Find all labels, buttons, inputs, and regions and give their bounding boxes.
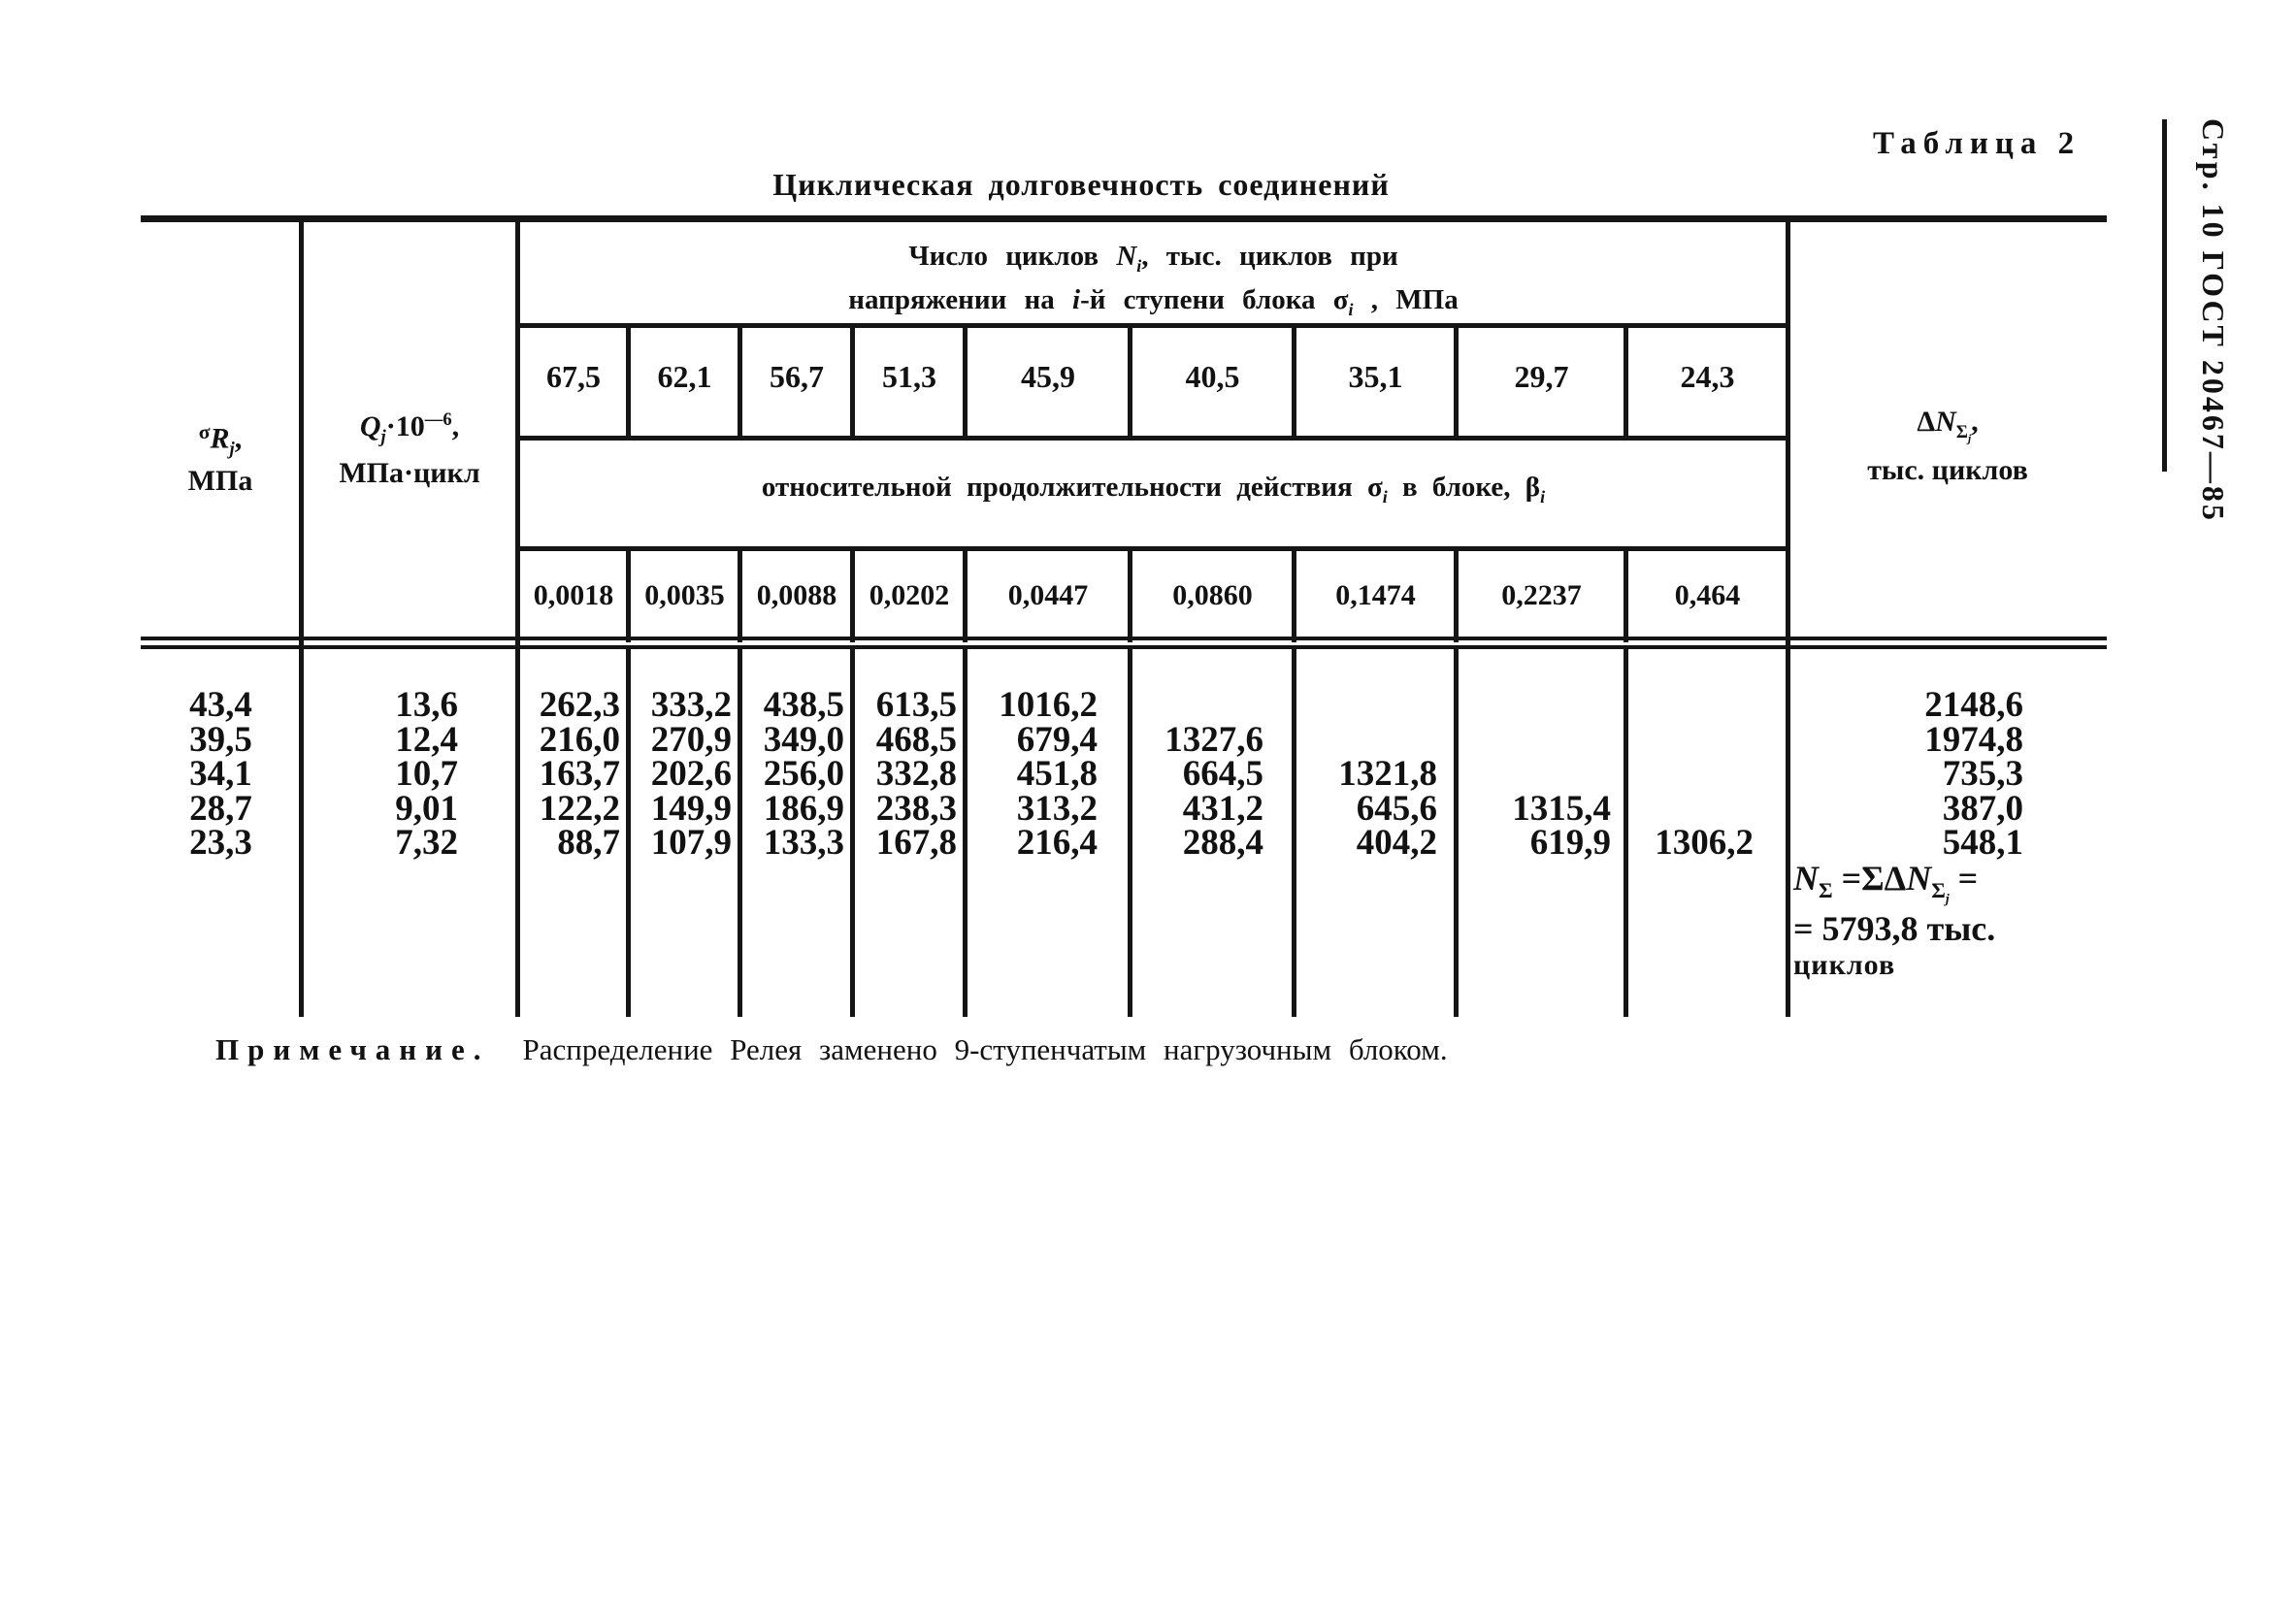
cell-q: 13,6 [395, 685, 458, 725]
cell-n: 216,4 [1016, 823, 1098, 863]
page-edge-rule [2162, 119, 2167, 472]
cell-n: 262,3 [539, 685, 620, 725]
column-header-sigma [141, 411, 300, 502]
q-symbol: $Q_j\cdot 10^{—6}$, [359, 409, 460, 447]
cell-dn: 2148,6 [1924, 685, 2023, 725]
table-row [141, 789, 2107, 829]
table-row [141, 823, 2107, 863]
cell-n: 404,2 [1356, 823, 1437, 863]
cell-q: 10,7 [395, 754, 458, 794]
cell-sigma: 39,5 [189, 720, 252, 760]
sigma-symbol: $^\sigma R_j$, [198, 420, 243, 460]
cell-q: 7,32 [395, 823, 458, 863]
beta-header-cell: 0,0447 [1007, 579, 1089, 611]
stress-header-cell: 51,3 [882, 359, 936, 394]
cell-n: 664,5 [1182, 754, 1263, 794]
cell-q: 9,01 [395, 789, 458, 829]
table-number-label: Таблица 2 [1873, 126, 2082, 161]
stress-header-cell: 45,9 [1021, 359, 1075, 394]
page-header-rotated: Стр. 10 ГОСТ 20467—85 [2196, 118, 2231, 523]
cell-n: 332,8 [875, 754, 957, 794]
dn-unit: тыс. циклов [1867, 454, 2028, 486]
sigma-unit: МПа [187, 464, 253, 497]
cell-dn: 735,3 [1942, 754, 2023, 794]
cell-n [1131, 688, 1295, 723]
beta-header-cell: 0,0860 [1172, 579, 1253, 611]
cell-n [1457, 757, 1626, 792]
cell-n: 202,6 [650, 754, 732, 794]
cell-n: 1315,4 [1512, 789, 1611, 829]
note-label: Примечание. [215, 1032, 490, 1066]
cycles-header-line1: Число циклов $N_i$, тыс. циклов при [908, 241, 1398, 276]
cell-n: 149,9 [650, 789, 732, 829]
cell-n: 133,3 [763, 823, 844, 863]
cell-dn: 1974,8 [1924, 720, 2023, 760]
stress-header-cell: 40,5 [1185, 359, 1240, 394]
stress-header-cell: 24,3 [1680, 359, 1735, 394]
cell-n: 1327,6 [1164, 720, 1263, 760]
cell-n: 288,4 [1182, 823, 1263, 863]
stress-header-cell: 62,1 [657, 359, 712, 394]
cell-n: 270,9 [650, 720, 732, 760]
note-text: Распределение Релея заменено 9-ступенчатым нагрузочным блоком. [522, 1032, 1448, 1066]
stress-header-cell: 29,7 [1514, 359, 1569, 394]
cell-sigma: 28,7 [189, 789, 252, 829]
cell-sigma: 23,3 [189, 823, 252, 863]
cell-n: 88,7 [557, 823, 620, 863]
cell-n: 256,0 [763, 754, 844, 794]
cell-n: 645,6 [1356, 789, 1437, 829]
cell-n: 216,0 [539, 720, 620, 760]
cell-dn: 387,0 [1942, 789, 2023, 829]
stress-header-cell: 35,1 [1348, 359, 1403, 394]
table-rule-horizontal [518, 436, 1788, 441]
cell-n [1626, 723, 1788, 758]
cell-n: 613,5 [875, 685, 957, 725]
cell-sigma: 43,4 [189, 685, 252, 725]
table-row [141, 720, 2107, 760]
cell-n: 679,4 [1016, 720, 1098, 760]
cell-n: 163,7 [539, 754, 620, 794]
table-rule-horizontal [518, 323, 1788, 328]
cell-sigma: 34,1 [189, 754, 252, 794]
cell-n: 238,3 [875, 789, 957, 829]
cell-n: 186,9 [763, 789, 844, 829]
sum-formula-line1: $N_\Sigma =\Sigma\Delta N_{\Sigma_j}$ = [1793, 859, 1979, 906]
table-rule-double-upper [141, 637, 2107, 640]
cell-n: 468,5 [875, 720, 957, 760]
beta-header-cell: 0,464 [1674, 579, 1741, 611]
beta-header-cell: 0,1474 [1335, 579, 1416, 611]
cell-n: 431,2 [1182, 789, 1263, 829]
table-rule-top [141, 215, 2107, 222]
sum-formula-line3: циклов [1793, 949, 1896, 981]
cell-n: 313,2 [1016, 789, 1098, 829]
cell-n [1457, 688, 1626, 723]
cell-n: 349,0 [763, 720, 844, 760]
column-header-dn [1788, 398, 2107, 495]
cell-dn: 548,1 [1942, 823, 2023, 863]
table-rule-double-lower [141, 645, 2107, 649]
beta-header-cell: 0,0035 [644, 579, 725, 611]
table-note [215, 1032, 1448, 1067]
cell-n: 451,8 [1016, 754, 1098, 794]
table-title: Циклическая долговечность соединений [772, 167, 1390, 202]
table-rule-vertical [299, 215, 304, 1017]
cell-n: 167,8 [875, 823, 957, 863]
cell-n: 107,9 [650, 823, 732, 863]
column-group-header-cycles [518, 235, 1788, 322]
cell-n: 333,2 [650, 685, 732, 725]
cell-n [1295, 688, 1457, 723]
cell-n: 1321,8 [1338, 754, 1437, 794]
beta-header-cell: 0,0088 [756, 579, 837, 611]
dn-symbol: $\Delta N_{\Sigma_j}$, [1917, 406, 1979, 445]
cell-n [1626, 792, 1788, 827]
column-header-q [301, 404, 518, 497]
cell-n: 619,9 [1529, 823, 1611, 863]
cell-n [1626, 757, 1788, 792]
column-group-header-beta: относительной продолжительности действия $\sigma_i$ в блоке, $\beta_i$ [761, 472, 1546, 506]
cell-n: 1016,2 [999, 685, 1098, 725]
cell-n: 122,2 [539, 789, 620, 829]
table-rule-horizontal [518, 546, 1788, 551]
table-row [141, 685, 2107, 725]
beta-header-cell: 0,0018 [533, 579, 614, 611]
beta-header-cell: 0,2237 [1501, 579, 1582, 611]
stress-header-cell: 67,5 [546, 359, 601, 394]
cell-n [1457, 723, 1626, 758]
q-unit: МПа·цикл [339, 457, 480, 489]
cell-n [1295, 723, 1457, 758]
cell-n [1626, 688, 1788, 723]
stress-header-cell: 56,7 [770, 359, 824, 394]
cell-q: 12,4 [395, 720, 458, 760]
cycles-header-line2: напряжении на i-й ступени блока $\sigma_i$ , МПа [848, 284, 1459, 319]
table-row [141, 754, 2107, 794]
beta-header-cell: 0,0202 [869, 579, 950, 611]
cell-n: 1306,2 [1655, 823, 1754, 863]
sum-formula-line2: = 5793,8 тыс. [1793, 909, 1996, 948]
cell-n: 438,5 [763, 685, 844, 725]
